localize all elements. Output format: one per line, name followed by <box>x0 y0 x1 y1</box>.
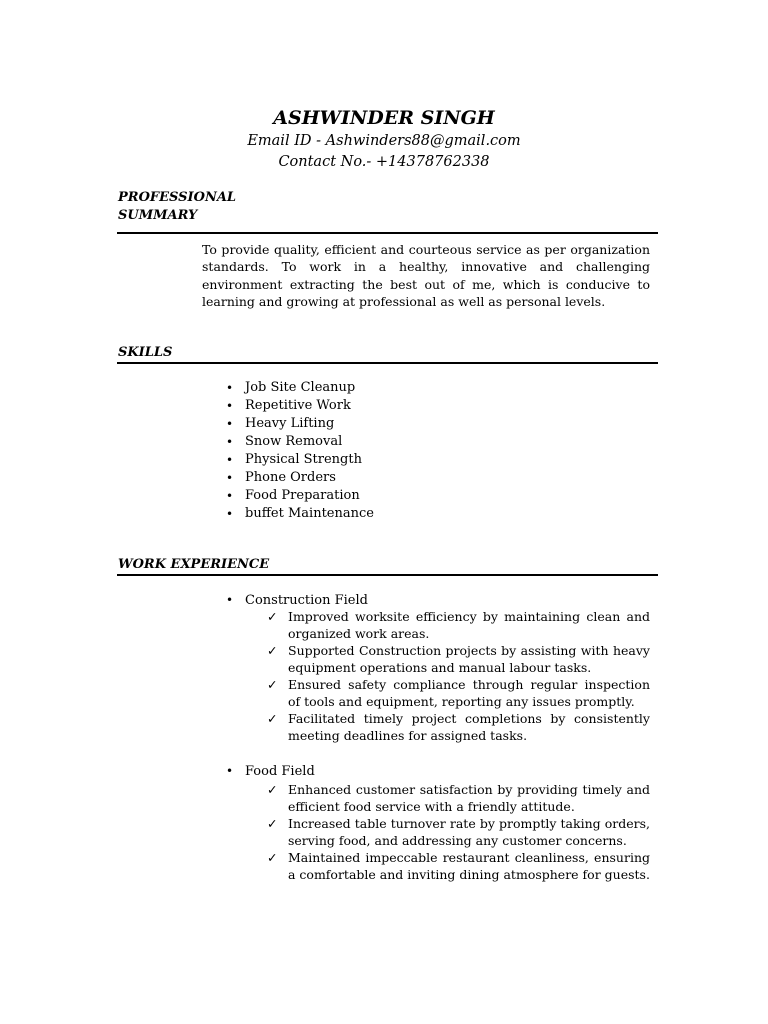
skill-label: Job Site Cleanup <box>245 380 356 395</box>
professional-summary-heading <box>118 189 237 225</box>
job-field-label: Construction Field <box>245 593 368 608</box>
checkmark-icon: ✓ <box>267 677 278 692</box>
email-line: Email ID - Ashwinders88@gmail.com <box>247 133 521 149</box>
bullet-icon: • <box>226 471 234 485</box>
achievement-item <box>267 676 650 710</box>
achievement-text: Maintained impeccable restaurant cleanliness, ensuring a comfortable and inviting dining atmosphere for guests. <box>288 850 650 882</box>
contact-number-line: Contact No.- +14378762338 <box>278 154 490 170</box>
achievement-item <box>267 642 650 676</box>
skill-item <box>226 487 374 505</box>
achievement-item <box>267 608 650 642</box>
section-divider <box>117 574 658 576</box>
bullet-icon: • <box>226 417 234 431</box>
achievement-text: Improved worksite efficiency by maintaining clean and organized work areas. <box>288 609 650 641</box>
achievement-item <box>267 710 650 744</box>
skill-item <box>226 433 374 451</box>
job-field-title <box>226 592 368 609</box>
achievement-text: Increased table turnover rate by promptly taking orders, serving food, and addressing any customer concerns. <box>288 816 650 848</box>
bullet-icon: • <box>226 489 234 503</box>
achievement-list <box>267 608 650 744</box>
skill-label: buffet Maintenance <box>245 506 374 521</box>
bullet-icon: • <box>226 399 234 413</box>
professional-summary-text: To provide quality, efficient and courteous service as per organization standards. To work in a healthy, innovative and challenging environment extracting the best out of me, which is conducive to learning and growing at professional as well as personal levels. <box>202 242 650 309</box>
skill-item <box>226 469 374 487</box>
skill-item <box>226 451 374 469</box>
skills-list <box>226 379 374 523</box>
skill-item <box>226 505 374 523</box>
bullet-icon: • <box>226 764 234 778</box>
checkmark-icon: ✓ <box>267 711 278 726</box>
bullet-icon: • <box>226 593 234 607</box>
checkmark-icon: ✓ <box>267 816 278 831</box>
skill-item <box>226 379 374 397</box>
section-divider <box>117 362 658 364</box>
skill-label: Physical Strength <box>245 452 362 467</box>
candidate-name: ASHWINDER SINGH <box>273 107 495 129</box>
skill-label: Repetitive Work <box>245 398 351 413</box>
checkmark-icon: ✓ <box>267 782 278 797</box>
skill-item <box>226 415 374 433</box>
checkmark-icon: ✓ <box>267 643 278 658</box>
skill-item <box>226 397 374 415</box>
bullet-icon: • <box>226 507 234 521</box>
heading-line: SUMMARY <box>118 208 198 223</box>
achievement-text: Ensured safety compliance through regular inspection of tools and equipment, reporting any issues promptly. <box>288 677 650 709</box>
skills-heading: SKILLS <box>118 345 173 360</box>
skill-label: Food Preparation <box>245 488 360 503</box>
achievement-text: Enhanced customer satisfaction by providing timely and efficient food service with a friendly attitude. <box>288 782 650 814</box>
checkmark-icon: ✓ <box>267 850 278 865</box>
job-field-title <box>226 763 315 780</box>
achievement-text: Facilitated timely project completions by consistently meeting deadlines for assigned tasks. <box>288 711 650 743</box>
achievement-text: Supported Construction projects by assisting with heavy equipment operations and manual labour tasks. <box>288 643 650 675</box>
achievement-item <box>267 781 650 815</box>
checkmark-icon: ✓ <box>267 609 278 624</box>
section-divider <box>117 232 658 234</box>
achievement-item <box>267 815 650 849</box>
bullet-icon: • <box>226 381 234 395</box>
achievement-item <box>267 849 650 883</box>
skill-label: Snow Removal <box>245 434 343 449</box>
achievement-list <box>267 781 650 883</box>
bullet-icon: • <box>226 435 234 449</box>
skill-label: Phone Orders <box>245 470 336 485</box>
skill-label: Heavy Lifting <box>245 416 335 431</box>
work-experience-heading: WORK EXPERIENCE <box>118 557 270 572</box>
bullet-icon: • <box>226 453 234 467</box>
heading-line: PROFESSIONAL <box>118 190 237 205</box>
job-field-label: Food Field <box>245 764 315 779</box>
